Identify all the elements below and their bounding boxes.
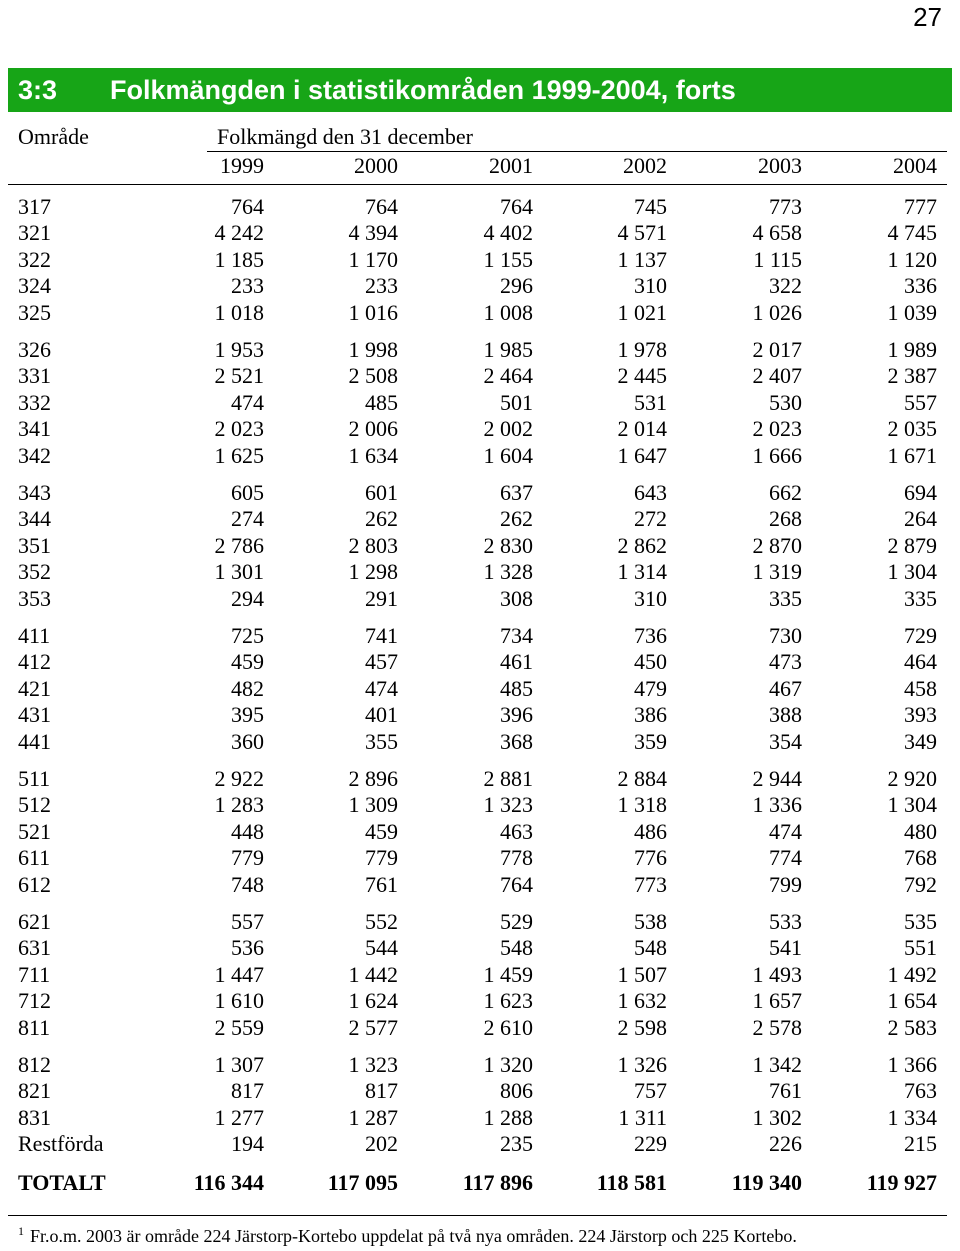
table-cell: 457	[365, 649, 398, 675]
table-row	[0, 363, 960, 389]
table-cell: 778	[500, 845, 533, 871]
table-cell: 694	[904, 480, 937, 505]
table-cell: 605	[231, 480, 264, 505]
table-cell: 544	[365, 935, 398, 961]
table-cell: 1 604	[483, 442, 533, 468]
table-row	[0, 506, 960, 532]
table-row	[0, 935, 960, 961]
table-cell: 734	[500, 623, 533, 648]
table-cell: 4 658	[752, 220, 802, 246]
row-area-label: 352	[18, 559, 51, 585]
total-cell: 117 896	[462, 1169, 533, 1195]
table-cell: 1 342	[752, 1052, 802, 1077]
table-row	[0, 194, 960, 220]
table-cell: 461	[500, 649, 533, 675]
table-cell: 396	[500, 702, 533, 728]
table-cell: 474	[365, 675, 398, 701]
total-cell: 117 095	[327, 1169, 398, 1195]
table-cell: 757	[634, 1078, 667, 1104]
table-row	[0, 273, 960, 299]
row-area-label: 711	[18, 961, 51, 987]
table-cell: 1 018	[214, 299, 264, 325]
table-cell: 349	[904, 728, 937, 754]
table-cell: 2 508	[348, 363, 398, 389]
table-cell: 538	[634, 909, 667, 934]
table-cell: 533	[769, 909, 802, 934]
table-cell: 1 155	[483, 246, 533, 272]
table-cell: 768	[904, 845, 937, 871]
column-header-population: Folkmängd den 31 december	[217, 124, 473, 149]
row-area-label: 831	[18, 1104, 51, 1130]
table-cell: 2 922	[214, 766, 264, 791]
table-cell: 529	[500, 909, 533, 934]
total-cell: 116 344	[193, 1169, 264, 1195]
row-area-label: 324	[18, 273, 51, 299]
table-cell: 2 407	[752, 363, 802, 389]
table-cell: 368	[500, 728, 533, 754]
table-cell: 474	[769, 818, 802, 844]
table-cell: 360	[231, 728, 264, 754]
table-cell: 541	[769, 935, 802, 961]
table-cell: 1 666	[752, 442, 802, 468]
row-area-label: 421	[18, 675, 51, 701]
table-cell: 2 896	[348, 766, 398, 791]
table-cell: 776	[634, 845, 667, 871]
table-cell: 459	[231, 649, 264, 675]
table-cell: 1 492	[887, 961, 937, 987]
table-row	[0, 676, 960, 702]
table-row	[0, 909, 960, 935]
table-cell: 2 944	[752, 766, 802, 791]
table-cell: 4 394	[348, 220, 398, 246]
table-cell: 2 583	[887, 1014, 937, 1040]
table-cell: 1 657	[752, 988, 802, 1014]
table-cell: 763	[904, 1078, 937, 1104]
table-cell: 474	[231, 389, 264, 415]
table-cell: 501	[500, 389, 533, 415]
table-cell: 817	[365, 1078, 398, 1104]
year-header-row	[0, 153, 960, 181]
table-title: Folkmängden i statistikområden 1999-2004, forts	[110, 74, 736, 105]
table-cell: 2 002	[483, 416, 533, 442]
table-cell: 215	[904, 1131, 937, 1157]
table-cell: 530	[769, 389, 802, 415]
table-cell: 1 985	[483, 337, 533, 362]
table-cell: 1 624	[348, 988, 398, 1014]
table-cell: 552	[365, 909, 398, 934]
table-row	[0, 220, 960, 246]
table-cell: 459	[365, 818, 398, 844]
row-area-label: 344	[18, 506, 51, 532]
table-cell: 1 625	[214, 442, 264, 468]
row-area-label: 412	[18, 649, 51, 675]
table-cell: 779	[365, 845, 398, 871]
total-row	[0, 1170, 960, 1196]
table-cell: 1 319	[752, 559, 802, 585]
table-cell: 1 008	[483, 299, 533, 325]
table-cell: 322	[769, 273, 802, 299]
row-area-label: 332	[18, 389, 51, 415]
table-row	[0, 872, 960, 898]
table-cell: 1 632	[617, 988, 667, 1014]
column-header-area: Område	[18, 124, 89, 149]
table-cell: 335	[769, 585, 802, 611]
table-cell: 1 610	[214, 988, 264, 1014]
table-cell: 294	[231, 585, 264, 611]
total-cell: 119 927	[866, 1169, 937, 1195]
table-cell: 1 323	[348, 1052, 398, 1077]
table-cell: 1 021	[617, 299, 667, 325]
table-cell: 202	[365, 1131, 398, 1157]
table-cell: 725	[231, 623, 264, 648]
table-cell: 355	[365, 728, 398, 754]
table-cell: 557	[904, 389, 937, 415]
table-cell: 1 978	[617, 337, 667, 362]
header-bottom-divider	[8, 184, 947, 185]
table-cell: 557	[231, 909, 264, 934]
table-cell: 1 442	[348, 961, 398, 987]
table-cell: 1 288	[483, 1104, 533, 1130]
row-area-label: 621	[18, 909, 51, 934]
table-cell: 637	[500, 480, 533, 505]
header-divider	[207, 151, 947, 152]
row-area-label: 326	[18, 337, 51, 362]
table-cell: 1 647	[617, 442, 667, 468]
table-cell: 467	[769, 675, 802, 701]
table-cell: 535	[904, 909, 937, 934]
table-row	[0, 623, 960, 649]
table-cell: 643	[634, 480, 667, 505]
table-cell: 2 879	[887, 532, 937, 558]
row-area-label: 411	[18, 623, 51, 648]
table-cell: 262	[365, 506, 398, 532]
row-area-label: 317	[18, 194, 51, 219]
table-row	[0, 247, 960, 273]
table-cell: 748	[231, 871, 264, 897]
table-cell: 291	[365, 585, 398, 611]
table-row	[0, 416, 960, 442]
row-area-label: 812	[18, 1052, 51, 1077]
table-cell: 479	[634, 675, 667, 701]
table-cell: 1 671	[887, 442, 937, 468]
table-cell: 2 023	[214, 416, 264, 442]
table-cell: 335	[904, 585, 937, 611]
table-cell: 2 884	[617, 766, 667, 791]
table-cell: 1 998	[348, 337, 398, 362]
table-row	[0, 1052, 960, 1078]
row-area-label: 631	[18, 935, 51, 961]
table-cell: 395	[231, 702, 264, 728]
table-cell: 1 654	[887, 988, 937, 1014]
table-row	[0, 480, 960, 506]
table-cell: 473	[769, 649, 802, 675]
table-cell: 764	[231, 194, 264, 219]
row-area-label: 612	[18, 871, 51, 897]
table-row	[0, 845, 960, 871]
table-cell: 235	[500, 1131, 533, 1157]
table-row	[0, 1131, 960, 1157]
table-cell: 551	[904, 935, 937, 961]
table-cell: 1 115	[753, 246, 802, 272]
table-row	[0, 766, 960, 792]
table-cell: 485	[500, 675, 533, 701]
table-cell: 745	[634, 194, 667, 219]
table-cell: 194	[231, 1131, 264, 1157]
table-row	[0, 729, 960, 755]
table-number: 3:3	[18, 74, 58, 105]
row-area-label: 821	[18, 1078, 51, 1104]
table-row	[0, 1015, 960, 1041]
table-row	[0, 702, 960, 728]
table-cell: 1 026	[752, 299, 802, 325]
table-cell: 1 507	[617, 961, 667, 987]
row-area-label: 511	[18, 766, 51, 791]
table-cell: 761	[769, 1078, 802, 1104]
table-cell: 1 137	[617, 246, 667, 272]
table-cell: 774	[769, 845, 802, 871]
table-cell: 773	[769, 194, 802, 219]
year-header: 2004	[893, 153, 937, 178]
table-cell: 1 623	[483, 988, 533, 1014]
table-cell: 2 610	[483, 1014, 533, 1040]
table-cell: 458	[904, 675, 937, 701]
table-row	[0, 559, 960, 585]
table-cell: 486	[634, 818, 667, 844]
table-cell: 4 242	[214, 220, 264, 246]
table-cell: 336	[904, 273, 937, 299]
table-cell: 1 309	[348, 792, 398, 818]
table-cell: 817	[231, 1078, 264, 1104]
table-cell: 4 402	[483, 220, 533, 246]
table-cell: 226	[769, 1131, 802, 1157]
table-cell: 2 464	[483, 363, 533, 389]
table-cell: 233	[231, 273, 264, 299]
table-title-bar	[8, 68, 952, 112]
table-cell: 1 459	[483, 961, 533, 987]
year-header: 2001	[489, 153, 533, 178]
table-cell: 1 283	[214, 792, 264, 818]
table-row	[0, 533, 960, 559]
table-cell: 1 493	[752, 961, 802, 987]
table-cell: 1 953	[214, 337, 264, 362]
total-label: TOTALT	[18, 1169, 106, 1195]
year-header: 2003	[758, 153, 802, 178]
table-cell: 531	[634, 389, 667, 415]
table-cell: 485	[365, 389, 398, 415]
table-cell: 1 334	[887, 1104, 937, 1130]
table-cell: 730	[769, 623, 802, 648]
table-cell: 1 634	[348, 442, 398, 468]
table-cell: 548	[500, 935, 533, 961]
table-cell: 480	[904, 818, 937, 844]
table-cell: 272	[634, 506, 667, 532]
table-cell: 764	[365, 194, 398, 219]
table-cell: 401	[365, 702, 398, 728]
table-cell: 296	[500, 273, 533, 299]
table-cell: 1 447	[214, 961, 264, 987]
table-cell: 729	[904, 623, 937, 648]
table-cell: 761	[365, 871, 398, 897]
table-cell: 268	[769, 506, 802, 532]
table-row	[0, 337, 960, 363]
table-cell: 1 311	[618, 1104, 667, 1130]
table-cell: 308	[500, 585, 533, 611]
table-cell: 2 387	[887, 363, 937, 389]
table-cell: 1 301	[214, 559, 264, 585]
row-area-label: 343	[18, 480, 51, 505]
table-cell: 2 014	[617, 416, 667, 442]
row-area-label: 351	[18, 532, 51, 558]
table-cell: 388	[769, 702, 802, 728]
row-area-label: 712	[18, 988, 51, 1014]
table-cell: 274	[231, 506, 264, 532]
table-cell: 1 366	[887, 1052, 937, 1077]
row-area-label: Restförda	[18, 1131, 104, 1157]
table-row	[0, 962, 960, 988]
total-cell: 118 581	[596, 1169, 667, 1195]
row-area-label: 431	[18, 702, 51, 728]
table-cell: 662	[769, 480, 802, 505]
table-cell: 1 287	[348, 1104, 398, 1130]
table-cell: 764	[500, 871, 533, 897]
table-cell: 450	[634, 649, 667, 675]
table-cell: 1 277	[214, 1104, 264, 1130]
footnote-marker: 1	[18, 1224, 24, 1238]
table-row	[0, 1105, 960, 1131]
table-cell: 1 039	[887, 299, 937, 325]
footnote-divider	[8, 1215, 947, 1216]
table-cell: 736	[634, 623, 667, 648]
table-cell: 2 006	[348, 416, 398, 442]
table-cell: 310	[634, 273, 667, 299]
row-area-label: 512	[18, 792, 51, 818]
table-cell: 262	[500, 506, 533, 532]
table-row	[0, 300, 960, 326]
table-cell: 2 023	[752, 416, 802, 442]
table-row	[0, 819, 960, 845]
row-area-label: 341	[18, 416, 51, 442]
table-cell: 548	[634, 935, 667, 961]
table-cell: 2 035	[887, 416, 937, 442]
table-cell: 310	[634, 585, 667, 611]
row-area-label: 325	[18, 299, 51, 325]
table-cell: 2 521	[214, 363, 264, 389]
table-cell: 2 920	[887, 766, 937, 791]
table-cell: 1 298	[348, 559, 398, 585]
table-cell: 233	[365, 273, 398, 299]
table-cell: 777	[904, 194, 937, 219]
table-cell: 2 803	[348, 532, 398, 558]
table-cell: 792	[904, 871, 937, 897]
table-cell: 2 559	[214, 1014, 264, 1040]
table-cell: 386	[634, 702, 667, 728]
table-row	[0, 792, 960, 818]
table-cell: 464	[904, 649, 937, 675]
table-cell: 2 598	[617, 1014, 667, 1040]
row-area-label: 521	[18, 818, 51, 844]
row-area-label: 342	[18, 442, 51, 468]
total-cell: 119 340	[731, 1169, 802, 1195]
table-cell: 1 307	[214, 1052, 264, 1077]
table-cell: 1 304	[887, 792, 937, 818]
table-cell: 264	[904, 506, 937, 532]
table-cell: 799	[769, 871, 802, 897]
table-cell: 448	[231, 818, 264, 844]
table-cell: 806	[500, 1078, 533, 1104]
table-cell: 1 323	[483, 792, 533, 818]
table-cell: 1 302	[752, 1104, 802, 1130]
table-cell: 1 328	[483, 559, 533, 585]
row-area-label: 322	[18, 246, 51, 272]
table-row	[0, 649, 960, 675]
table-cell: 1 170	[348, 246, 398, 272]
page-number: 27	[913, 2, 942, 32]
table-cell: 2 786	[214, 532, 264, 558]
table-cell: 779	[231, 845, 264, 871]
table-cell: 1 326	[617, 1052, 667, 1077]
table-cell: 773	[634, 871, 667, 897]
row-area-label: 611	[18, 845, 51, 871]
table-cell: 1 314	[617, 559, 667, 585]
footnote-text: Fr.o.m. 2003 är område 224 Järstorp-Kortebo uppdelat på två nya områden. 224 Järstorp och 225 Kortebo.	[30, 1226, 797, 1246]
table-cell: 741	[365, 623, 398, 648]
year-header: 1999	[220, 153, 264, 178]
table-cell: 764	[500, 194, 533, 219]
table-cell: 393	[904, 702, 937, 728]
table-cell: 4 745	[887, 220, 937, 246]
table-cell: 4 571	[617, 220, 667, 246]
table-cell: 2 578	[752, 1014, 802, 1040]
table-cell: 601	[365, 480, 398, 505]
table-cell: 2 017	[752, 337, 802, 362]
table-row	[0, 988, 960, 1014]
year-header: 2002	[623, 153, 667, 178]
table-cell: 354	[769, 728, 802, 754]
table-cell: 1 304	[887, 559, 937, 585]
table-row	[0, 443, 960, 469]
row-area-label: 441	[18, 728, 51, 754]
row-area-label: 811	[18, 1014, 51, 1040]
footnote	[18, 1224, 797, 1247]
table-cell: 1 989	[887, 337, 937, 362]
year-header: 2000	[354, 153, 398, 178]
table-row	[0, 390, 960, 416]
table-cell: 2 862	[617, 532, 667, 558]
table-cell: 1 185	[214, 246, 264, 272]
table-cell: 1 016	[348, 299, 398, 325]
table-cell: 536	[231, 935, 264, 961]
table-cell: 2 577	[348, 1014, 398, 1040]
table-cell: 1 120	[887, 246, 937, 272]
table-cell: 482	[231, 675, 264, 701]
table-cell: 2 881	[483, 766, 533, 791]
table-cell: 2 830	[483, 532, 533, 558]
table-row	[0, 586, 960, 612]
table-cell: 1 320	[483, 1052, 533, 1077]
table-row	[0, 1078, 960, 1104]
table-cell: 229	[634, 1131, 667, 1157]
row-area-label: 321	[18, 220, 51, 246]
row-area-label: 331	[18, 363, 51, 389]
table-cell: 1 318	[617, 792, 667, 818]
table-cell: 1 336	[752, 792, 802, 818]
table-cell: 359	[634, 728, 667, 754]
row-area-label: 353	[18, 585, 51, 611]
table-cell: 2 870	[752, 532, 802, 558]
table-cell: 463	[500, 818, 533, 844]
table-cell: 2 445	[617, 363, 667, 389]
